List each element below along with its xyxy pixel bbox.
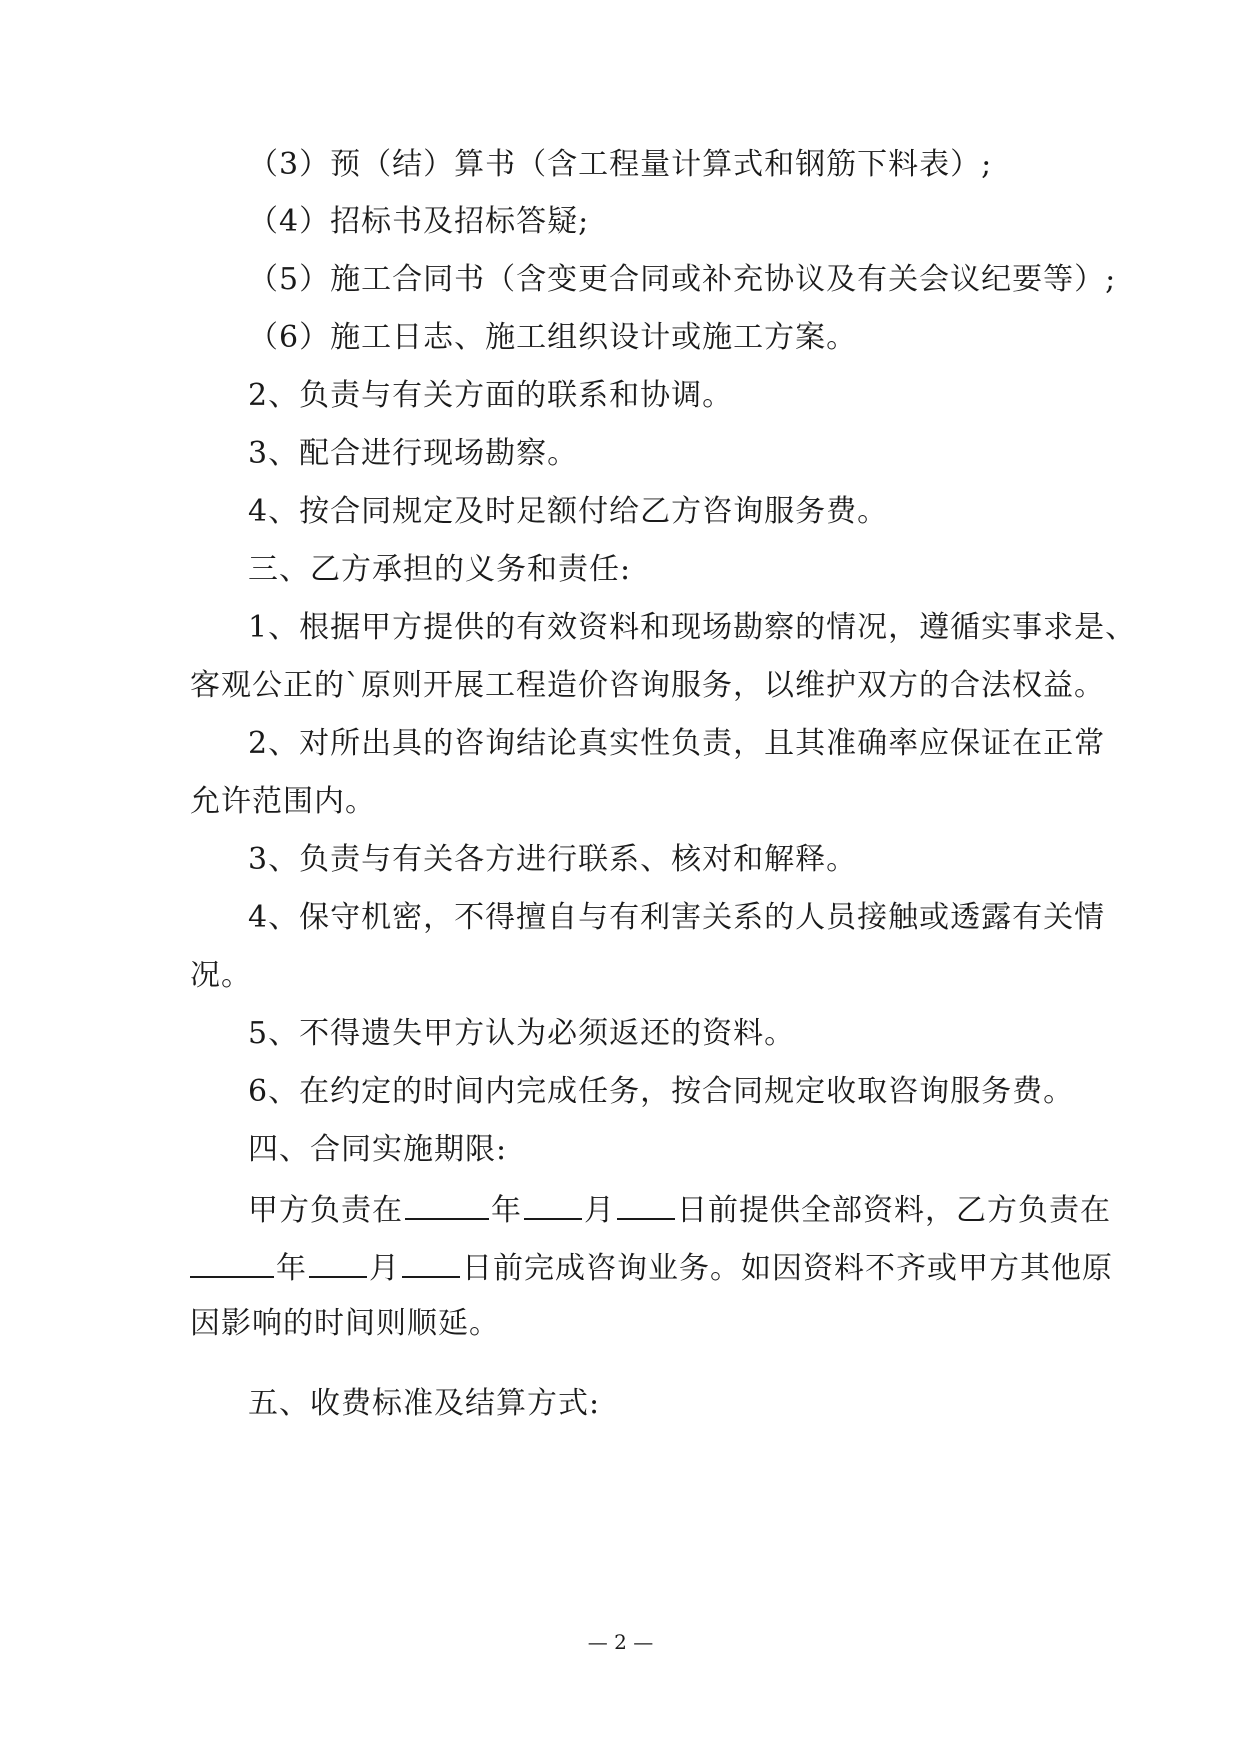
paragraph-party-b-duty-1-line2: 客观公正的`原则开展工程造价咨询服务，以维护双方的合法权益。: [190, 668, 1105, 703]
term-line1-year: 年: [491, 1193, 522, 1228]
page-number: — 2 —: [587, 1630, 654, 1654]
paragraph-party-b-duty-4-line1: 4、保守机密，不得擅自与有利害关系的人员接触或透露有关情: [248, 900, 1106, 935]
paragraph-item-4-tender-docs: （4）招标书及招标答疑;: [248, 204, 590, 239]
term-line1-suffix: 日前提供全部资料，乙方负责在: [677, 1193, 1111, 1228]
day-blank[interactable]: [617, 1188, 675, 1220]
year-blank[interactable]: [405, 1188, 489, 1220]
paragraph-party-a-duty-4: 4、按合同规定及时足额付给乙方咨询服务费。: [248, 494, 889, 529]
paragraph-party-b-duty-5: 5、不得遗失甲方认为必须返还的资料。: [248, 1016, 796, 1051]
month-blank[interactable]: [524, 1188, 582, 1220]
month-blank[interactable]: [309, 1246, 367, 1278]
term-line1-prefix: 甲方负责在: [248, 1193, 403, 1228]
paragraph-item-5-construction-contract: （5）施工合同书（含变更合同或补充协议及有关会议纪要等）;: [248, 262, 1117, 297]
paragraph-party-b-duty-4-line2: 况。: [190, 958, 252, 993]
paragraph-party-a-duty-3: 3、配合进行现场勘察。: [248, 436, 579, 471]
section-heading-4: 四、合同实施期限:: [248, 1132, 508, 1167]
paragraph-party-b-duty-1-line1: 1、根据甲方提供的有效资料和现场勘察的情况，遵循实事求是、: [248, 610, 1137, 645]
paragraph-party-a-duty-2: 2、负责与有关方面的联系和协调。: [248, 378, 734, 413]
paragraph-party-b-duty-2-line2: 允许范围内。: [190, 784, 376, 819]
term-line2-month: 月: [369, 1251, 400, 1286]
paragraph-item-6-construction-log: （6）施工日志、施工组织设计或施工方案。: [248, 320, 858, 355]
section-heading-5: 五、收费标准及结算方式:: [248, 1386, 601, 1421]
day-blank[interactable]: [402, 1246, 460, 1278]
term-line-3: 因影响的时间则顺延。: [190, 1306, 500, 1341]
paragraph-item-3-budget-book: （3）预（结）算书（含工程量计算式和钢筋下料表）;: [248, 147, 993, 182]
term-line-1: [248, 1188, 1111, 1231]
paragraph-party-b-duty-6: 6、在约定的时间内完成任务，按合同规定收取咨询服务费。: [248, 1074, 1075, 1109]
section-heading-3: 三、乙方承担的义务和责任:: [248, 552, 632, 587]
year-blank[interactable]: [190, 1246, 274, 1278]
term-line1-month: 月: [584, 1193, 615, 1228]
term-line-2: [190, 1246, 1113, 1289]
paragraph-party-b-duty-3: 3、负责与有关各方进行联系、核对和解释。: [248, 842, 858, 877]
paragraph-party-b-duty-2-line1: 2、对所出具的咨询结论真实性负责，且其准确率应保证在正常: [248, 726, 1106, 761]
term-line2-year: 年: [276, 1251, 307, 1286]
term-line2-suffix: 日前完成咨询业务。如因资料不齐或甲方其他原: [462, 1251, 1113, 1286]
